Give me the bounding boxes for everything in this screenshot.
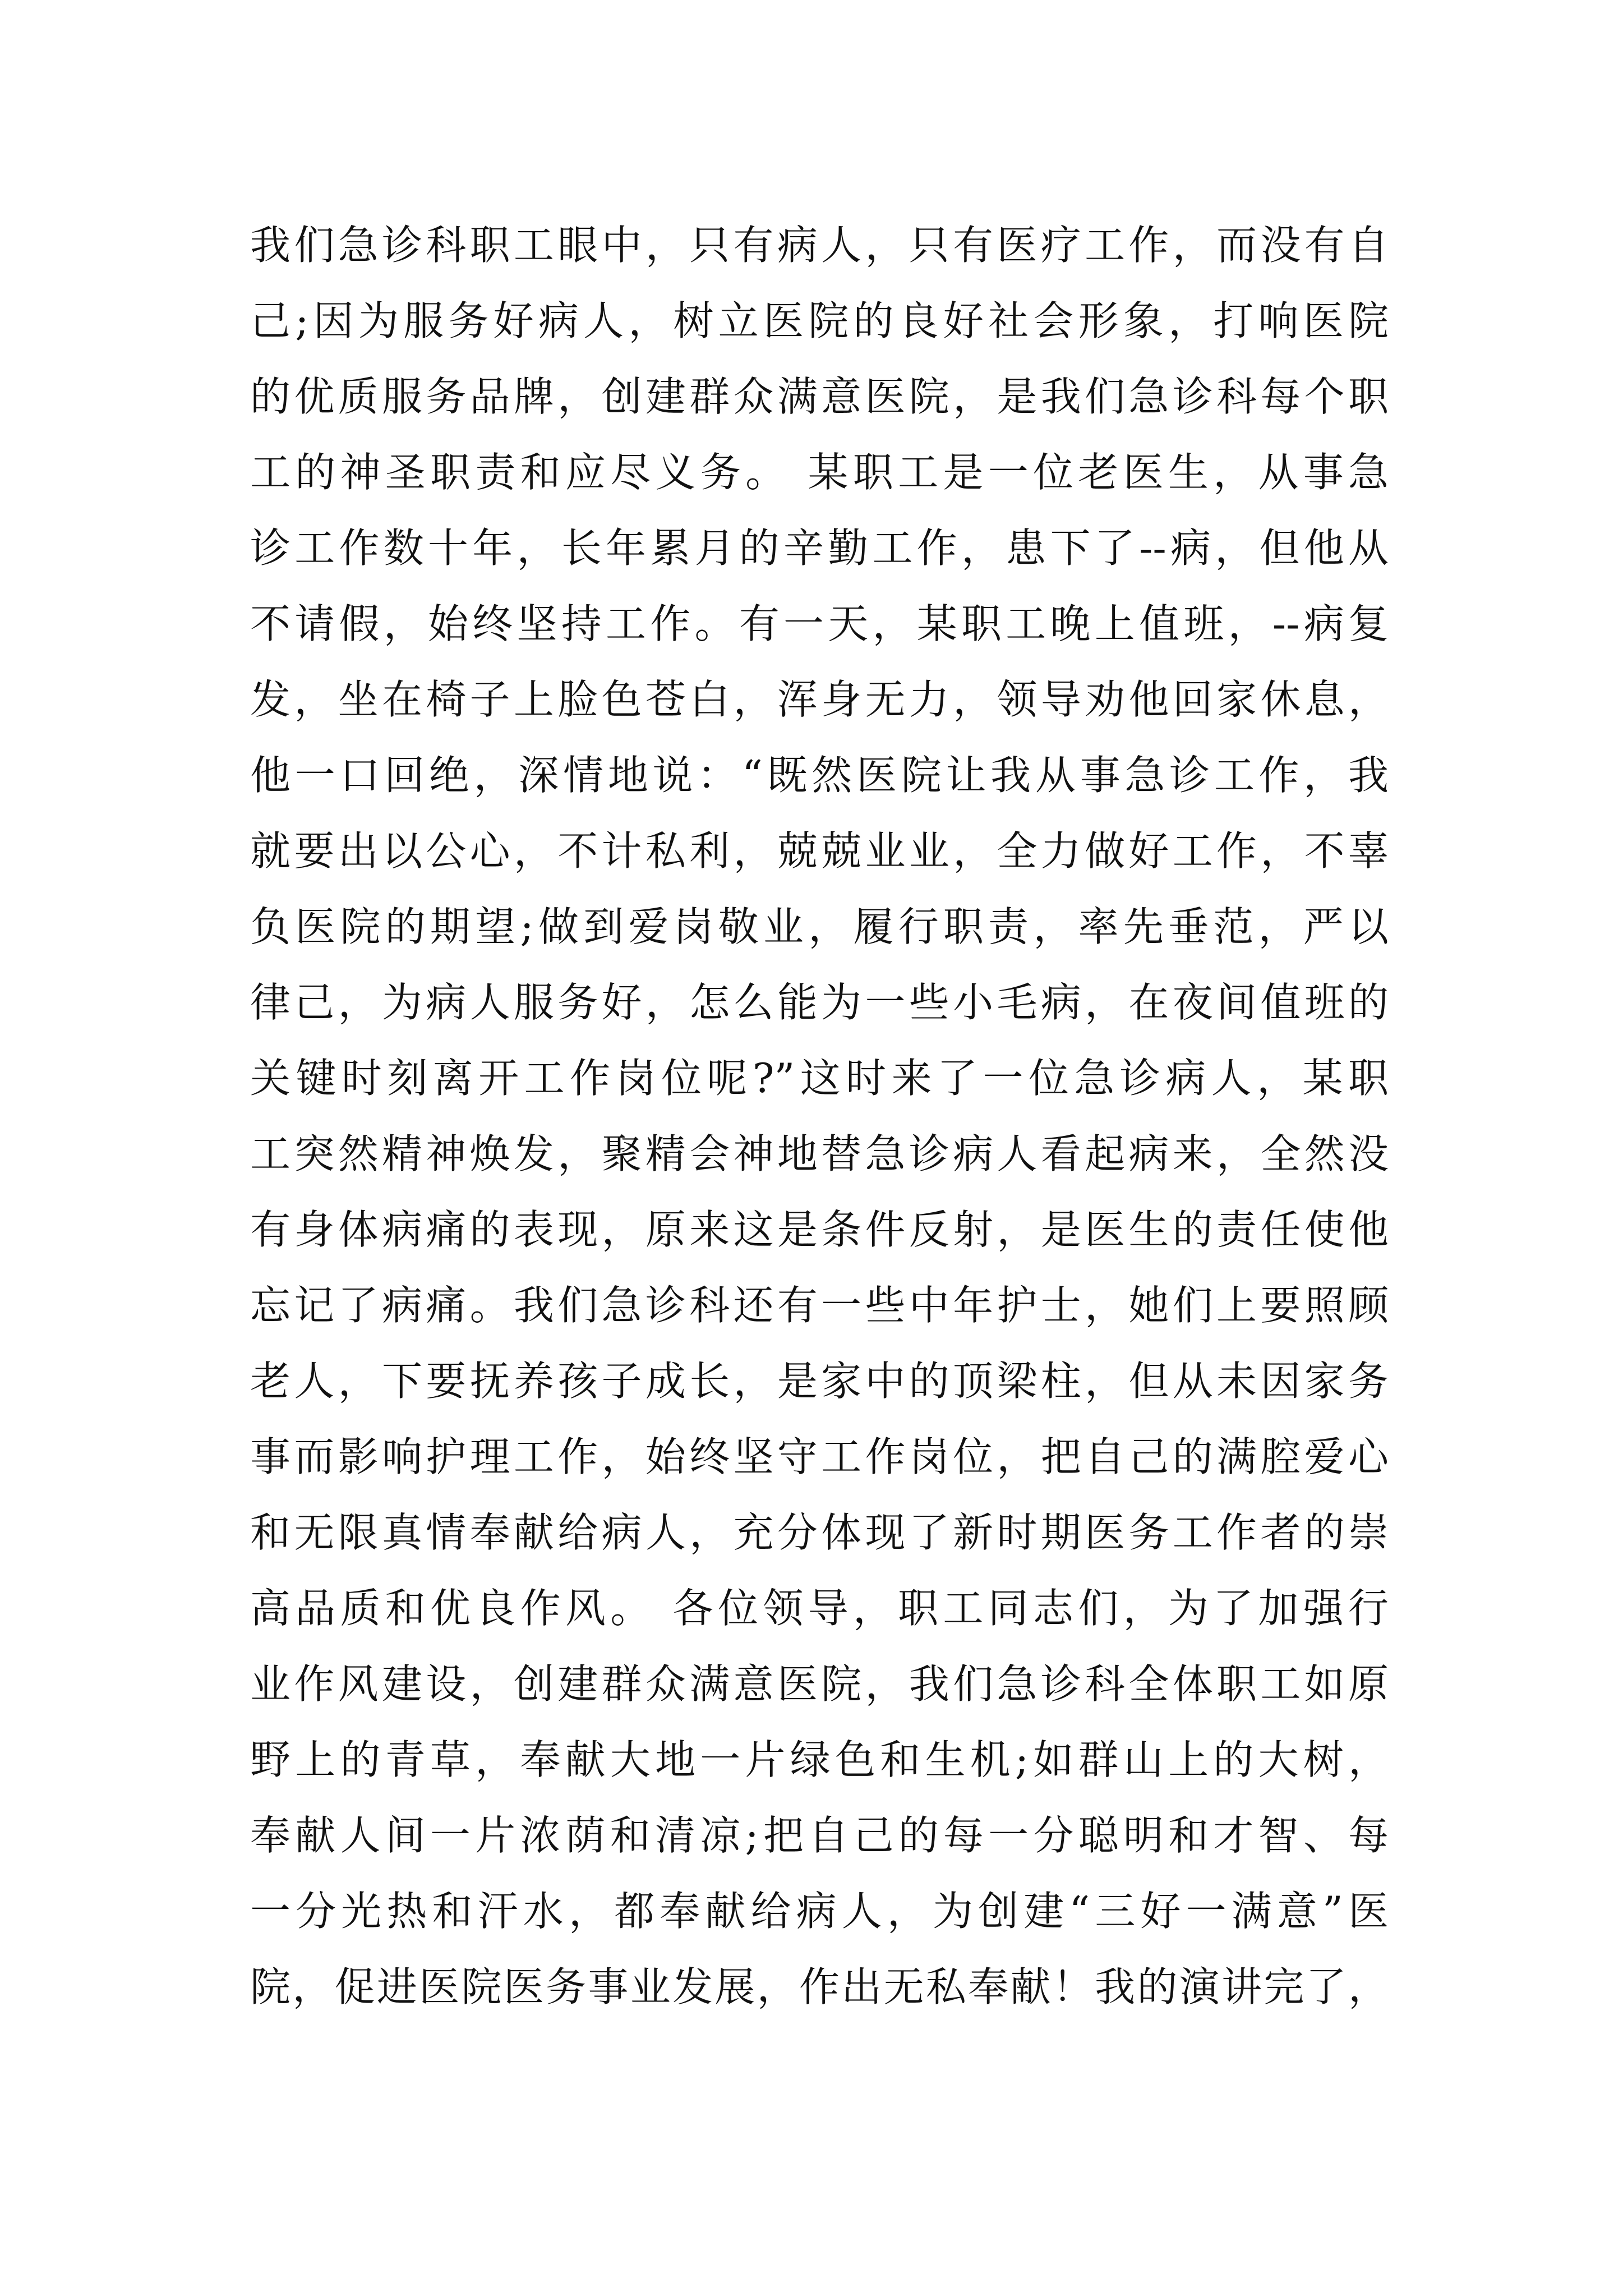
text-line: 发，坐在椅子上脸色苍白，浑身无力，领导劝他回家休息，: [250, 676, 1389, 723]
text-line: 和无限真情奉献给病人，充分体现了新时期医务工作者的崇: [250, 1509, 1389, 1556]
text-line: 诊工作数十年，长年累月的辛勤工作，患下了--病，但他从: [250, 524, 1389, 572]
text-line: 工的神圣职责和应尽义务。 某职工是一位老医生，从事急: [250, 449, 1389, 496]
text-line: 事而影响护理工作，始终坚守工作岗位，把自己的满腔爱心: [250, 1433, 1389, 1480]
text-line: 他一口回绝，深情地说：“既然医院让我从事急诊工作，我: [250, 752, 1389, 799]
text-line: 负医院的期望;做到爱岗敬业，履行职责，率先垂范，严以: [250, 903, 1389, 950]
text-line: 不请假，始终坚持工作。有一天，某职工晚上值班，--病复: [250, 600, 1389, 647]
body-text: [250, 208, 1389, 2025]
text-line: 奉献人间一片浓荫和清凉;把自己的每一分聪明和才智、每: [250, 1812, 1389, 1859]
text-line: 工突然精神焕发，聚精会神地替急诊病人看起病来，全然没: [250, 1130, 1389, 1177]
text-line: 忘记了病痛。我们急诊科还有一些中年护士，她们上要照顾: [250, 1282, 1389, 1329]
text-line: 高品质和优良作风。 各位领导，职工同志们，为了加强行: [250, 1585, 1389, 1632]
text-line: 己;因为服务好病人，树立医院的良好社会形象，打响医院: [250, 297, 1389, 344]
text-line: 老人，下要抚养孩子成长，是家中的顶梁柱，但从未因家务: [250, 1358, 1389, 1405]
text-line: 我们急诊科职工眼中，只有病人，只有医疗工作，而没有自: [250, 222, 1389, 269]
text-line: 有身体病痛的表现，原来这是条件反射，是医生的责任使他: [250, 1206, 1389, 1253]
text-line: 关键时刻离开工作岗位呢?”这时来了一位急诊病人，某职: [250, 1055, 1389, 1102]
text-line: 律己，为病人服务好，怎么能为一些小毛病，在夜间值班的: [250, 979, 1389, 1026]
text-line: 院，促进医院医务事业发展，作出无私奉献！我的演讲完了，: [250, 1963, 1389, 2010]
text-line: 的优质服务品牌，创建群众满意医院，是我们急诊科每个职: [250, 373, 1389, 420]
text-line: 业作风建设，创建群众满意医院，我们急诊科全体职工如原: [250, 1660, 1389, 1708]
text-line: 一分光热和汗水，都奉献给病人，为创建“三好一满意”医: [250, 1888, 1389, 1935]
text-line: 就要出以公心，不计私利，兢兢业业，全力做好工作，不辜: [250, 827, 1389, 875]
text-line: 野上的青草，奉献大地一片绿色和生机;如群山上的大树，: [250, 1736, 1389, 1783]
